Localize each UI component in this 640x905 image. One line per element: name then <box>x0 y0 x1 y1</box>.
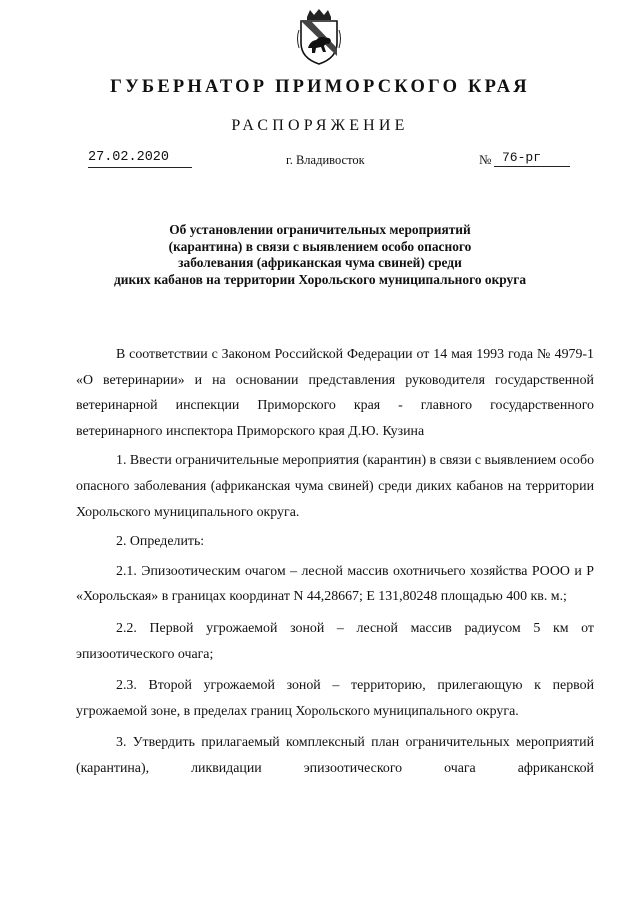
paragraph-item-2-1: 2.1. Эпизоотическим очагом – лесной массив охотничьего хозяйства РООО и Р «Хорольская» в границах координат N 44,28667; E 131,80248 площадью 400 кв. м.; <box>76 563 594 605</box>
title-line: (карантина) в связи с выявлением особо опасного <box>168 238 472 254</box>
document-number: 76-рг <box>494 150 570 167</box>
document-city: г. Владивосток <box>286 153 365 167</box>
document-type: РАСПОРЯЖЕНИЕ <box>231 117 409 134</box>
title-line: заболевания (африканская чума свиней) среди <box>178 255 462 271</box>
document-title <box>60 222 580 288</box>
paragraph-item-1: 1. Ввести ограничительные мероприятия (карантин) в связи с выявлением особо опасного заболевания (африканская чума свиней) среди диких кабанов на территории Хорольского муниципального округа. <box>76 453 595 520</box>
title-line: Об установлении ограничительных мероприятий <box>169 222 471 237</box>
paragraph-preamble: В соответствии с Законом Российской Федерации от 14 мая 1993 года № 4979-1 «О ветеринарии» и на основании представления руководителя государственной ветеринарной инспекции Приморского края - главного государственного ветеринарного инспектора Приморского края Д.Ю. Кузина <box>76 347 594 439</box>
title-line: диких кабанов на территории Хорольского муниципального округа <box>113 271 527 287</box>
paragraph-item-2: 2. Определить: <box>116 534 205 550</box>
document-number-label: № <box>479 152 492 167</box>
document-date: 27.02.2020 <box>88 150 192 168</box>
governor-heading: ГУБЕРНАТОР ПРИМОРСКОГО КРАЯ <box>110 77 530 97</box>
coat-of-arms-icon <box>296 8 342 66</box>
paragraph-item-2-3: 2.3. Второй угрожаемой зоной – территорию, прилегающую к первой угрожаемой зоне, в пределах границ Хорольского муниципального округа. <box>76 678 594 719</box>
paragraph-item-3: 3. Утвердить прилагаемый комплексный план ограничительных мероприятий (карантина), ликвидации эпизоотического очага африканской <box>76 735 594 776</box>
document-body <box>76 342 594 782</box>
paragraph-item-2-2: 2.2. Первой угрожаемой зоной – лесной массив радиусом 5 км от эпизоотического очага; <box>76 620 594 662</box>
